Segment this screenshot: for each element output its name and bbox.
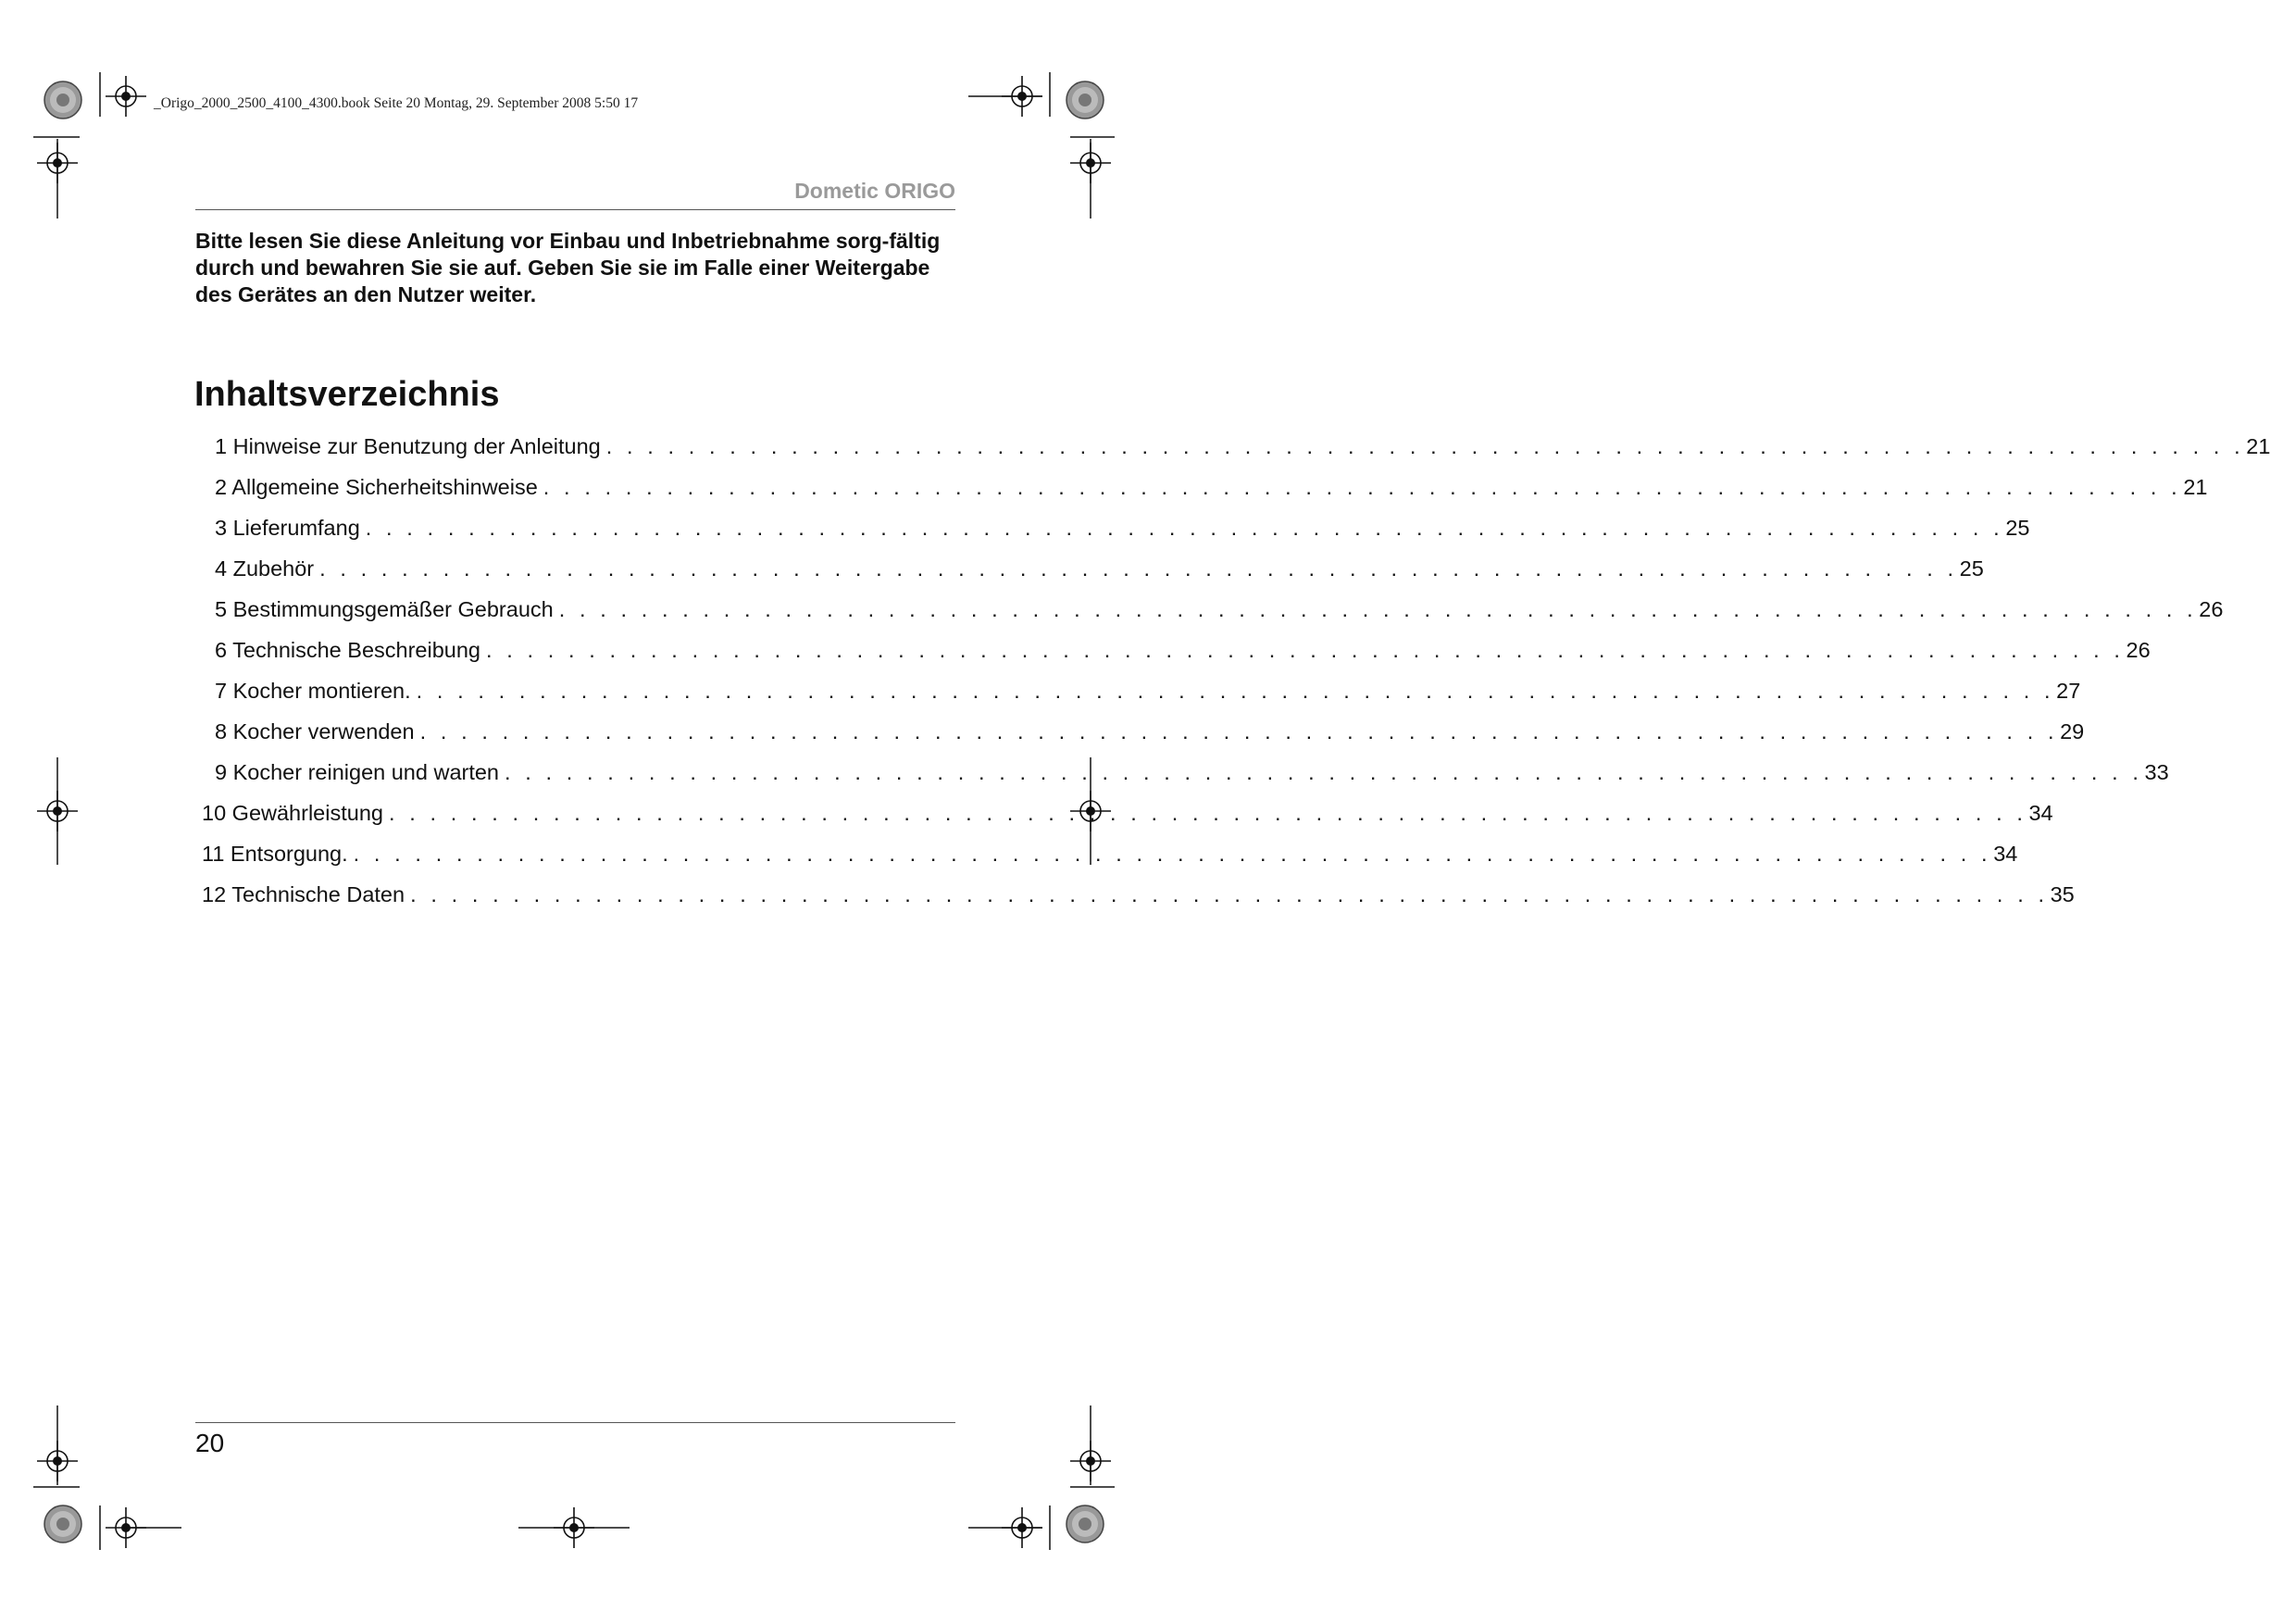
toc-entry-label: 3 Lieferumfang (215, 516, 360, 540)
toc-entry[interactable] (215, 516, 2030, 545)
toc-entry-label: 5 Bestimmungsgemäßer Gebrauch (215, 597, 554, 621)
toc-entry-label: 10 Gewährleistung (202, 801, 383, 825)
toc-entry-label: 9 Kocher reinigen und warten (215, 760, 500, 784)
toc-entry[interactable] (215, 475, 2208, 505)
toc-entry-page: 29 (2060, 719, 2085, 743)
toc-entry-page: 26 (2126, 638, 2151, 662)
toc-leader-dots: . . . . . . . . . . . . . . . . . . . . . . . . . . . . . . . . . . . . . . . . . . . . . . . . . . . . . . . . . . . . . . . . . . . . . . . . . . . . . . . . (505, 760, 2143, 784)
toc-entry-label: 1 Hinweise zur Benutzung der Anleitung (215, 434, 601, 458)
toc-entry[interactable] (215, 719, 2085, 749)
toc-entry[interactable] (202, 801, 2053, 831)
toc-leader-dots: . . . . . . . . . . . . . . . . . . . . . . . . . . . . . . . . . . . . . . . . . . . . . . . . . . . . . . . . . . . . . . . . . . . . . . . . . . . . . . . . (410, 882, 2049, 906)
toc-entry[interactable] (202, 842, 2018, 871)
toc-entry-page: 26 (2199, 597, 2224, 621)
toc-leader-dots: . . . . . . . . . . . . . . . . . . . . . . . . . . . . . . . . . . . . . . . . . . . . . . . . . . . . . . . . . . . . . . . . . . . . . . . . . . . . . . . . (319, 556, 1958, 581)
toc-entry[interactable] (215, 434, 2270, 464)
toc-entry-label: 12 Technische Daten (202, 882, 405, 906)
toc-leader-dots: . . . . . . . . . . . . . . . . . . . . . . . . . . . . . . . . . . . . . . . . . . . . . . . . . . . . . . . . . . . . . . . . . . . . . . . . . . . . . . . . (365, 516, 2004, 540)
color-wheel-icon (44, 1505, 81, 1543)
toc-leader-dots: . . . . . . . . . . . . . . . . . . . . . . . . . . . . . . . . . . . . . . . . . . . . . . . . . . . . . . . . . . . . . . . . . . . . . . . . . . . . . . . . (543, 475, 2182, 499)
toc-entry-label: 6 Technische Beschreibung (215, 638, 480, 662)
toc-entry-page: 21 (2246, 434, 2270, 458)
toc-entry[interactable] (202, 882, 2075, 912)
toc-entry-page: 33 (2144, 760, 2169, 784)
toc-leader-dots: . . . . . . . . . . . . . . . . . . . . . . . . . . . . . . . . . . . . . . . . . . . . . . . . . . . . . . . . . . . . . . . . . . . . . . . . . . . . . . . . (605, 434, 2245, 458)
toc-entry-page: 21 (2183, 475, 2208, 499)
toc-entry-page: 27 (2056, 679, 2081, 703)
brand-header: Dometic ORIGO (794, 179, 955, 203)
toc-leader-dots: . . . . . . . . . . . . . . . . . . . . . . . . . . . . . . . . . . . . . . . . . . . . . . . . . . . . . . . . . . . . . . . . . . . . . . . . . . . . . . . . (485, 638, 2125, 662)
color-wheel-icon (1066, 1505, 1104, 1543)
toc-entry-label: 8 Kocher verwenden (215, 719, 415, 743)
toc-leader-dots: . . . . . . . . . . . . . . . . . . . . . . . . . . . . . . . . . . . . . . . . . . . . . . . . . . . . . . . . . . . . . . . . . . . . . . . . . . . . . . . . (558, 597, 2198, 621)
toc-leader-dots: . . . . . . . . . . . . . . . . . . . . . . . . . . . . . . . . . . . . . . . . . . . . . . . . . . . . . . . . . . . . . . . . . . . . . . . . . . . . . . . . (416, 679, 2055, 703)
toc-entry-label: 11 Entsorgung. (202, 842, 348, 866)
toc-entry-page: 34 (2028, 801, 2053, 825)
toc-entry-label: 7 Kocher montieren. (215, 679, 411, 703)
footer-rule (195, 1422, 955, 1423)
toc-leader-dots: . . . . . . . . . . . . . . . . . . . . . . . . . . . . . . . . . . . . . . . . . . . . . . . . . . . . . . . . . . . . . . . . . . . . . . . . . . . . . . . . (388, 801, 2027, 825)
page-number: 20 (195, 1429, 225, 1457)
print-slug: _Origo_2000_2500_4100_4300.book Seite 20 Montag, 29. September 2008 5:50 17 (154, 95, 639, 111)
toc-leader-dots: . . . . . . . . . . . . . . . . . . . . . . . . . . . . . . . . . . . . . . . . . . . . . . . . . . . . . . . . . . . . . . . . . . . . . . . . . . . . . . . . (419, 719, 2059, 743)
toc-leader-dots: . . . . . . . . . . . . . . . . . . . . . . . . . . . . . . . . . . . . . . . . . . . . . . . . . . . . . . . . . . . . . . . . . . . . . . . . . . . . . . . . (353, 842, 1992, 866)
intro-paragraph: Bitte lesen Sie diese Anleitung vor Einbau und Inbetriebnahme sorg-fältig durch und bewahren Sie sie auf. Geben Sie sie im Falle einer Weitergabe des Gerätes an den Nutzer weiter. (195, 229, 941, 306)
toc-entry-page: 34 (1993, 842, 2018, 866)
toc-title: Inhaltsverzeichnis (194, 375, 500, 414)
toc-entry[interactable] (215, 679, 2081, 708)
toc-entry-page: 25 (2005, 516, 2030, 540)
toc-entry-label: 2 Allgemeine Sicherheitshinweise (215, 475, 538, 499)
toc-entry-label: 4 Zubehör (215, 556, 315, 581)
toc-entry[interactable] (215, 638, 2151, 668)
toc-entry-page: 35 (2050, 882, 2075, 906)
toc-entry[interactable] (215, 556, 1984, 586)
toc-entry[interactable] (215, 597, 2224, 627)
toc-entry[interactable] (215, 760, 2169, 790)
toc-entry-page: 25 (1959, 556, 1984, 581)
